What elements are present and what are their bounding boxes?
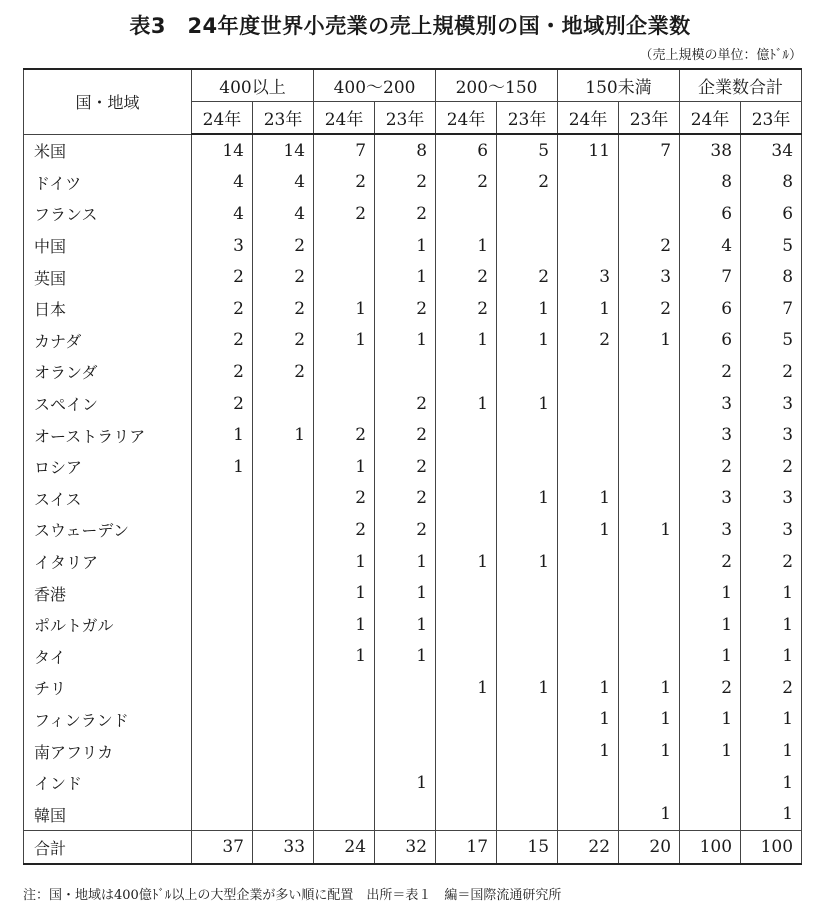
table-row — [24, 167, 802, 199]
count-cell: 5 — [741, 325, 802, 357]
count-cell: 2 — [314, 514, 375, 546]
count-cell — [619, 451, 680, 483]
count-cell: 2 — [192, 388, 253, 420]
region-name: 韓国 — [24, 798, 192, 830]
count-cell: 1 — [619, 798, 680, 830]
count-cell: 1 — [558, 483, 619, 515]
group-header: 200～150 — [436, 69, 558, 102]
region-name: 英国 — [24, 261, 192, 293]
count-cell: 2 — [375, 198, 436, 230]
region-name: フィンランド — [24, 704, 192, 736]
count-cell: 2 — [619, 230, 680, 262]
count-cell — [436, 451, 497, 483]
count-cell: 1 — [619, 672, 680, 704]
count-cell: 1 — [436, 388, 497, 420]
count-cell: 1 — [741, 798, 802, 830]
count-cell: 2 — [680, 356, 741, 388]
count-cell: 2 — [741, 672, 802, 704]
count-cell: 2 — [741, 546, 802, 578]
count-cell: 2 — [497, 167, 558, 199]
region-header: 国・地域 — [24, 69, 192, 134]
count-cell — [558, 198, 619, 230]
table-row — [24, 261, 802, 293]
count-cell: 1 — [375, 641, 436, 673]
count-cell: 6 — [741, 198, 802, 230]
count-cell — [375, 356, 436, 388]
count-cell: 2 — [680, 672, 741, 704]
count-cell: 14 — [192, 134, 253, 167]
count-cell: 2 — [741, 451, 802, 483]
count-cell — [497, 641, 558, 673]
count-cell — [619, 483, 680, 515]
count-cell — [558, 798, 619, 830]
count-cell — [314, 672, 375, 704]
count-cell — [253, 767, 314, 799]
count-cell: 1 — [497, 672, 558, 704]
count-cell: 1 — [314, 641, 375, 673]
count-cell — [558, 767, 619, 799]
count-cell: 1 — [375, 577, 436, 609]
region-name: 日本 — [24, 293, 192, 325]
total-row — [24, 831, 802, 865]
count-cell: 1 — [558, 672, 619, 704]
year-header: 23年 — [375, 102, 436, 135]
region-name: ドイツ — [24, 167, 192, 199]
count-cell — [253, 514, 314, 546]
count-cell: 6 — [680, 198, 741, 230]
table-row — [24, 198, 802, 230]
count-cell — [192, 514, 253, 546]
count-cell: 8 — [680, 167, 741, 199]
count-cell: 1 — [741, 767, 802, 799]
count-cell: 4 — [253, 198, 314, 230]
header-group-row — [24, 69, 802, 102]
count-cell: 2 — [436, 293, 497, 325]
count-cell — [497, 735, 558, 767]
count-cell — [619, 167, 680, 199]
count-cell: 1 — [375, 261, 436, 293]
year-header: 24年 — [436, 102, 497, 135]
count-cell: 1 — [680, 735, 741, 767]
count-cell: 38 — [680, 134, 741, 167]
count-cell — [497, 451, 558, 483]
region-name: ポルトガル — [24, 609, 192, 641]
total-cell: 100 — [680, 831, 741, 865]
count-cell — [558, 356, 619, 388]
count-cell — [619, 419, 680, 451]
region-name: インド — [24, 767, 192, 799]
region-name: 南アフリカ — [24, 735, 192, 767]
group-header: 400以上 — [192, 69, 314, 102]
count-cell: 1 — [741, 735, 802, 767]
count-cell: 1 — [741, 641, 802, 673]
count-cell: 2 — [314, 419, 375, 451]
count-cell — [558, 451, 619, 483]
count-cell: 2 — [314, 198, 375, 230]
count-cell: 1 — [436, 672, 497, 704]
count-cell: 1 — [314, 546, 375, 578]
total-cell: 37 — [192, 831, 253, 865]
count-cell: 3 — [680, 483, 741, 515]
count-cell: 2 — [375, 483, 436, 515]
count-cell: 2 — [253, 293, 314, 325]
count-cell: 2 — [253, 356, 314, 388]
count-cell: 2 — [253, 230, 314, 262]
year-header: 23年 — [253, 102, 314, 135]
count-cell: 3 — [741, 419, 802, 451]
count-cell: 2 — [680, 546, 741, 578]
count-cell — [314, 798, 375, 830]
table-title: 表3 24年度世界小売業の売上規模別の国・地域別企業数 — [129, 14, 691, 38]
count-cell — [192, 704, 253, 736]
count-cell: 3 — [558, 261, 619, 293]
region-name: 香港 — [24, 577, 192, 609]
table-row — [24, 767, 802, 799]
table-row — [24, 798, 802, 830]
count-cell: 2 — [253, 261, 314, 293]
count-cell — [192, 546, 253, 578]
total-cell: 100 — [741, 831, 802, 865]
count-cell: 14 — [253, 134, 314, 167]
count-cell: 1 — [192, 451, 253, 483]
year-header: 24年 — [314, 102, 375, 135]
count-cell: 4 — [192, 198, 253, 230]
count-cell: 2 — [375, 293, 436, 325]
count-cell — [253, 546, 314, 578]
region-name: スイス — [24, 483, 192, 515]
count-cell: 3 — [619, 261, 680, 293]
count-cell: 11 — [558, 134, 619, 167]
count-cell — [497, 514, 558, 546]
count-cell — [558, 641, 619, 673]
count-cell: 2 — [375, 167, 436, 199]
table-row — [24, 577, 802, 609]
count-cell — [192, 609, 253, 641]
count-cell: 1 — [253, 419, 314, 451]
count-cell: 2 — [375, 388, 436, 420]
count-cell — [619, 577, 680, 609]
count-cell: 1 — [375, 546, 436, 578]
count-cell: 2 — [375, 451, 436, 483]
count-cell: 6 — [436, 134, 497, 167]
table-row — [24, 514, 802, 546]
region-name: フランス — [24, 198, 192, 230]
count-cell — [619, 641, 680, 673]
year-header: 23年 — [741, 102, 802, 135]
count-cell: 3 — [680, 419, 741, 451]
count-cell: 2 — [314, 167, 375, 199]
count-cell — [619, 388, 680, 420]
count-cell — [619, 767, 680, 799]
count-cell: 1 — [619, 735, 680, 767]
count-cell: 1 — [497, 388, 558, 420]
table-row — [24, 641, 802, 673]
count-cell — [314, 767, 375, 799]
count-cell: 1 — [314, 293, 375, 325]
count-cell — [436, 419, 497, 451]
count-cell: 2 — [253, 325, 314, 357]
region-name: スペイン — [24, 388, 192, 420]
total-cell: 20 — [619, 831, 680, 865]
count-cell — [375, 704, 436, 736]
count-cell — [253, 704, 314, 736]
count-cell — [375, 672, 436, 704]
count-cell — [680, 767, 741, 799]
count-cell — [497, 356, 558, 388]
count-cell — [497, 419, 558, 451]
total-cell: 24 — [314, 831, 375, 865]
count-cell: 1 — [436, 230, 497, 262]
region-name: チリ — [24, 672, 192, 704]
count-cell: 1 — [680, 577, 741, 609]
count-cell: 6 — [680, 325, 741, 357]
count-cell: 1 — [619, 514, 680, 546]
table-row — [24, 134, 802, 167]
count-cell: 1 — [558, 514, 619, 546]
count-cell: 2 — [192, 293, 253, 325]
count-cell — [436, 767, 497, 799]
count-cell — [619, 356, 680, 388]
count-cell — [619, 546, 680, 578]
count-cell: 4 — [680, 230, 741, 262]
region-name: イタリア — [24, 546, 192, 578]
footnote: 注：国・地域は400億ﾄﾞﾙ以上の大型企業が多い順に配置 出所＝表１ 編＝国際流通研究所 — [23, 888, 562, 903]
table-row — [24, 483, 802, 515]
total-cell: 32 — [375, 831, 436, 865]
year-header: 23年 — [497, 102, 558, 135]
count-cell — [558, 388, 619, 420]
count-cell: 1 — [741, 577, 802, 609]
count-cell: 6 — [680, 293, 741, 325]
count-cell — [192, 735, 253, 767]
table-row — [24, 293, 802, 325]
count-cell — [436, 356, 497, 388]
count-cell: 2 — [192, 261, 253, 293]
count-cell: 1 — [619, 704, 680, 736]
count-cell: 34 — [741, 134, 802, 167]
count-cell: 1 — [436, 325, 497, 357]
count-cell — [680, 798, 741, 830]
count-cell — [497, 577, 558, 609]
count-cell — [253, 483, 314, 515]
count-cell: 1 — [497, 325, 558, 357]
count-cell — [436, 641, 497, 673]
count-cell: 2 — [436, 261, 497, 293]
count-cell: 2 — [680, 451, 741, 483]
year-header: 24年 — [680, 102, 741, 135]
count-cell — [253, 641, 314, 673]
region-name: オーストラリア — [24, 419, 192, 451]
count-cell: 1 — [375, 767, 436, 799]
count-cell — [558, 609, 619, 641]
count-cell — [314, 356, 375, 388]
count-cell: 1 — [741, 704, 802, 736]
count-cell: 7 — [314, 134, 375, 167]
year-header: 24年 — [192, 102, 253, 135]
table-row — [24, 325, 802, 357]
count-cell: 1 — [558, 704, 619, 736]
table-row — [24, 609, 802, 641]
count-cell — [436, 735, 497, 767]
count-cell: 3 — [680, 514, 741, 546]
count-cell: 1 — [619, 325, 680, 357]
count-cell — [192, 577, 253, 609]
count-cell — [497, 609, 558, 641]
count-cell: 2 — [314, 483, 375, 515]
count-cell: 1 — [314, 609, 375, 641]
count-cell — [497, 704, 558, 736]
count-cell — [497, 198, 558, 230]
count-cell — [436, 704, 497, 736]
company-count-table — [23, 68, 802, 865]
count-cell — [558, 167, 619, 199]
count-cell — [375, 735, 436, 767]
count-cell: 3 — [741, 514, 802, 546]
count-cell: 2 — [192, 325, 253, 357]
region-name: スウェーデン — [24, 514, 192, 546]
region-name: ロシア — [24, 451, 192, 483]
count-cell — [192, 641, 253, 673]
table-row — [24, 419, 802, 451]
count-cell: 2 — [375, 419, 436, 451]
count-cell — [192, 767, 253, 799]
region-name: オランダ — [24, 356, 192, 388]
count-cell — [253, 798, 314, 830]
count-cell — [558, 419, 619, 451]
count-cell: 1 — [741, 609, 802, 641]
count-cell: 7 — [741, 293, 802, 325]
table-row — [24, 546, 802, 578]
count-cell: 8 — [741, 261, 802, 293]
count-cell — [192, 483, 253, 515]
table-row — [24, 735, 802, 767]
count-cell — [619, 609, 680, 641]
count-cell — [192, 672, 253, 704]
count-cell: 1 — [497, 546, 558, 578]
count-cell — [253, 577, 314, 609]
count-cell: 4 — [192, 167, 253, 199]
table-row — [24, 356, 802, 388]
count-cell — [314, 230, 375, 262]
count-cell: 3 — [680, 388, 741, 420]
count-cell: 1 — [314, 577, 375, 609]
count-cell: 1 — [192, 419, 253, 451]
count-cell: 3 — [741, 388, 802, 420]
count-cell: 1 — [497, 483, 558, 515]
region-name: カナダ — [24, 325, 192, 357]
group-header: 150未満 — [558, 69, 680, 102]
count-cell: 8 — [375, 134, 436, 167]
count-cell: 1 — [558, 735, 619, 767]
count-cell — [436, 483, 497, 515]
table-row — [24, 230, 802, 262]
count-cell — [253, 735, 314, 767]
count-cell: 4 — [253, 167, 314, 199]
count-cell: 2 — [619, 293, 680, 325]
count-cell — [436, 798, 497, 830]
count-cell: 1 — [497, 293, 558, 325]
count-cell — [314, 388, 375, 420]
total-cell: 17 — [436, 831, 497, 865]
count-cell: 7 — [619, 134, 680, 167]
count-cell — [314, 261, 375, 293]
count-cell: 2 — [497, 261, 558, 293]
total-label: 合計 — [24, 831, 192, 865]
year-header: 24年 — [558, 102, 619, 135]
count-cell — [314, 704, 375, 736]
count-cell: 7 — [680, 261, 741, 293]
table-body — [24, 134, 802, 831]
count-cell — [436, 198, 497, 230]
count-cell — [497, 230, 558, 262]
count-cell — [192, 798, 253, 830]
group-header: 400～200 — [314, 69, 436, 102]
count-cell: 1 — [558, 293, 619, 325]
count-cell — [375, 798, 436, 830]
count-cell — [436, 514, 497, 546]
table-row — [24, 451, 802, 483]
count-cell — [558, 577, 619, 609]
count-cell: 1 — [375, 230, 436, 262]
total-cell: 15 — [497, 831, 558, 865]
count-cell: 1 — [680, 609, 741, 641]
count-cell: 1 — [436, 546, 497, 578]
count-cell: 5 — [497, 134, 558, 167]
count-cell: 1 — [680, 704, 741, 736]
count-cell: 2 — [741, 356, 802, 388]
count-cell: 8 — [741, 167, 802, 199]
table-row — [24, 388, 802, 420]
count-cell — [436, 609, 497, 641]
unit-note: （売上規模の単位：億ﾄﾞﾙ） — [639, 48, 802, 63]
count-cell — [497, 767, 558, 799]
count-cell — [253, 672, 314, 704]
table-row — [24, 672, 802, 704]
count-cell: 2 — [436, 167, 497, 199]
count-cell — [497, 798, 558, 830]
count-cell: 1 — [314, 451, 375, 483]
count-cell — [253, 609, 314, 641]
region-name: タイ — [24, 641, 192, 673]
count-cell — [558, 546, 619, 578]
count-cell: 5 — [741, 230, 802, 262]
group-header: 企業数合計 — [680, 69, 802, 102]
count-cell: 3 — [741, 483, 802, 515]
count-cell: 3 — [192, 230, 253, 262]
count-cell: 1 — [314, 325, 375, 357]
count-cell — [253, 388, 314, 420]
count-cell: 1 — [680, 641, 741, 673]
total-cell: 22 — [558, 831, 619, 865]
count-cell: 1 — [375, 325, 436, 357]
count-cell: 1 — [375, 609, 436, 641]
count-cell: 2 — [192, 356, 253, 388]
table-row — [24, 704, 802, 736]
count-cell — [436, 577, 497, 609]
count-cell — [558, 230, 619, 262]
count-cell: 2 — [558, 325, 619, 357]
count-cell — [619, 198, 680, 230]
count-cell: 2 — [375, 514, 436, 546]
year-header: 23年 — [619, 102, 680, 135]
count-cell — [314, 735, 375, 767]
region-name: 中国 — [24, 230, 192, 262]
total-cell: 33 — [253, 831, 314, 865]
count-cell — [253, 451, 314, 483]
region-name: 米国 — [24, 134, 192, 167]
